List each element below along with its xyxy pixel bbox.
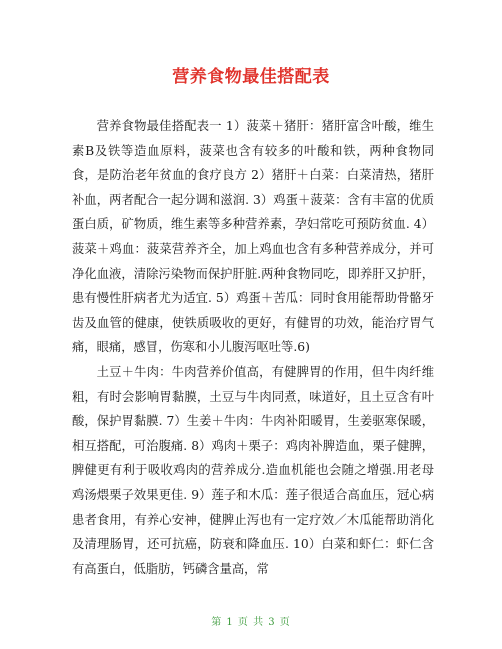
page-footer: 第 1 页 共 3 页 bbox=[211, 617, 291, 628]
document-body bbox=[72, 114, 434, 581]
document-title: 营养食物最佳搭配表 bbox=[172, 67, 330, 87]
paragraph: 营养食物最佳搭配表一 1）菠菜＋猪肝：猪肝富含叶酸，维生素B及铁等造血原料，菠菜也含有较多的叶酸和铁，两种食物同食，是防治老年贫血的食疗良方 2）猪肝＋白菜：白菜清热，猪肝补血，两者配合一起分调和滋润. 3）鸡蛋＋菠菜：含有丰富的优质蛋白质，矿物质，维生素等多种营养素，孕妇常吃可预防贫血. 4）菠菜＋鸡血：菠菜营养齐全，加上鸡血也含有多种营养成分，并可净化血液，清除污染物而保护肝脏.两种食物同吃，即养肝又护肝，患有慢性肝病者尤为适宜. 5）鸡蛋＋苦瓜：同时食用能帮助骨骼牙齿及血管的健康，使铁质吸收的更好，有健胃的功效，能治疗胃气痛，眼痛，感冒，伤寒和小儿腹泻呕吐等.6) bbox=[72, 119, 434, 355]
paragraph: 土豆＋牛肉：牛肉营养价值高，有健脾胃的作用，但牛肉纤维粗，有时会影响胃黏膜，土豆与牛肉同煮，味道好，且土豆含有叶酸，保护胃黏膜. 7）生姜＋牛肉：牛肉补阳暖胃，生姜驱寒保暖，相互搭配，可治腹痛. 8）鸡肉＋栗子：鸡肉补脾造血，栗子健脾，脾健更有利于吸收鸡肉的营养成分.造血机能也会随之增强.用老母鸡汤煨栗子效果更佳. 9）莲子和木瓜：莲子很适合高血压，冠心病患者食用，有养心安神，健脾止泻也有一定疗效／木瓜能帮助消化及清理肠胃，还可抗癌，防衰和降血压. 10）白菜和虾仁：虾仁含有高蛋白，低脂肪，钙磷含量高，常 bbox=[72, 364, 434, 576]
